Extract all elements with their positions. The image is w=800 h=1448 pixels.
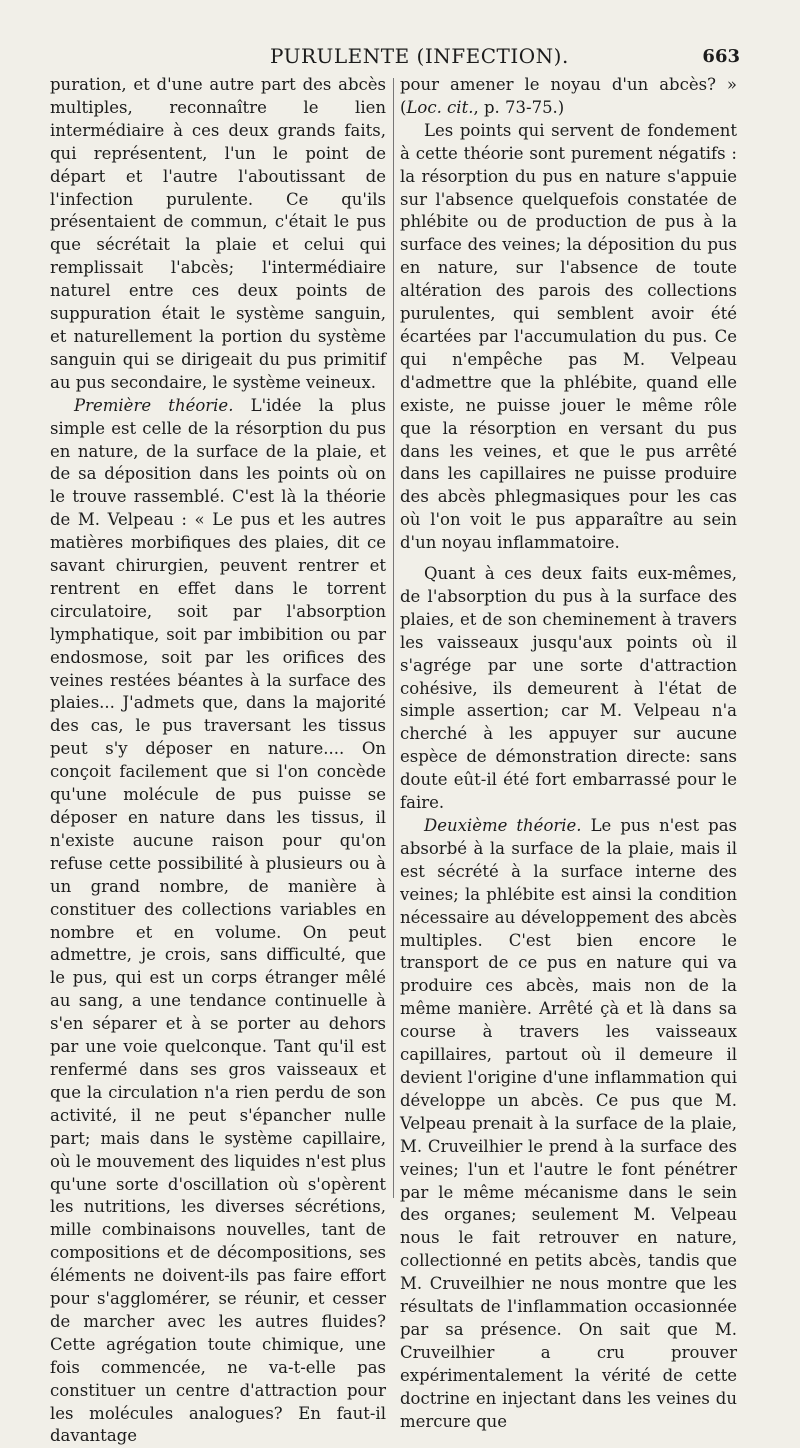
paragraph-premiere-theorie — [50, 395, 386, 1448]
paragraph-deux-faits: Quant à ces deux faits eux-mêmes, de l'absorption du pus à la surface des plaies, et de son cheminement à travers les vaisseaux jusqu'aux points où il s'agrége par une sorte d'attraction cohésive, ils demeurent à l'état de simple assertion; car M. Velpeau n'a cherché à les appuyer sur aucune espèce de démonstration directe: sans doute eût-il été fort embarrassé pour le faire. — [400, 564, 737, 813]
column-divider — [393, 78, 394, 1198]
paragraph-text: pour amener le noyau d'un abcès? » ( — [400, 75, 737, 117]
paragraph-points-negatifs: Les points qui servent de fondement à cette théorie sont purement négatifs : la résorption du pus en nature s'appuie sur l'absence quelquefois constatée de phlébite ou de production de pus à la surface des veines; la déposition du pus en nature, sur l'absence de toute altération des parois des collections purulentes, qui semblent avoir été écartées par l'accumulation du pus. Ce qui n'empêche pas M. Velpeau d'admettre que la phlébite, quand elle existe, ne puisse jouer le même rôle que la résorption en versant du pus dans les veines, et que le pus arrêté dans les capillaires ne puisse produire des abcès phlegmasiques pour les cas où l'on voit le pus apparaître au sein d'un noyau inflammatoire. — [400, 120, 737, 553]
paragraph-gap — [400, 555, 737, 563]
page-number: 663 — [702, 46, 740, 67]
section-label-premiere-theorie: Première théorie. — [74, 395, 234, 415]
paragraph-text: Le pus n'est pas absorbé à la surface de la plaie, mais il est sécrété à la surface interne des veines; la phlébite est ainsi la condition nécessaire au développement des abcès multiples. C'est bien encore le transport de ce pus en nature qui va produire ces abcès, mais non de la même manière. Arrêté çà et là dans sa course à travers les vaisseaux capillaires, partout où il demeure il devient l'origine d'une inflammation qui développe un abcès. Ce pus que M. Velpeau prenait à la surface de la plaie, M. Cruveilhier le prend à la surface des veines; l'un et l'autre le font pénétrer par le même mécanisme dans le sein des organes; seulement M. Velpeau nous le fait retrouver en nature, collectionné en petits abcès, tandis que M. Cruveilhier ne nous montre que les résultats de l'inflammation occasionnée par sa présence. On sait que M. Cruveilhier a cru prouver expérimentalement la vérité de cette doctrine en injectant dans les veines du mercure que — [400, 816, 737, 1431]
citation: Loc. cit. — [406, 97, 474, 117]
paragraph-deuxieme-theorie — [400, 815, 737, 1433]
section-label-deuxieme-theorie: Deuxième théorie. — [424, 816, 582, 835]
running-header — [0, 44, 800, 72]
right-column — [400, 74, 737, 1431]
paragraph-quote-end — [400, 74, 737, 120]
left-column — [50, 74, 386, 1446]
citation-pages: , p. 73-75.) — [473, 97, 565, 117]
running-title: PURULENTE (INFECTION). — [270, 44, 569, 68]
paragraph-continuation: puration, et d'une autre part des abcès multiples, reconnaître le lien intermédiaire à ces deux grands faits, qui représentent, l'un le point de départ et l'autre l'aboutissant de l'infection purulente. Ce qu'ils présentaient de commun, c'était le pus que sécrétait la plaie et celui qui remplissait l'abcès; l'intermédiaire naturel entre ces deux points de suppuration était le système sanguin, et naturellement la portion du système sanguin qui se dirigeait du pus primitif au pus secondaire, le système veineux. — [50, 75, 386, 392]
paragraph-text: L'idée la plus simple est celle de la résorption du pus en nature, de la surface de la plaie, et de sa déposition dans les points où on le trouve rassemblé. C'est là la théorie de M. Velpeau : « Le pus et les autres matières morbifiques des plaies, dit ce savant chirurgien, peuvent rentrer et rentrent en effet dans le torrent circulatoire, soit par l'absorption lymphatique, soit par imbibition ou par endosmose, soit par les orifices des veines restées béantes à la surface des plaies... J'admets que, dans la majorité des cas, le pus traversant les tissus peut s'y déposer en nature.... On conçoit facilement que si l'on concède qu'une molécule de pus puisse se déposer en nature dans les tissus, il n'existe aucune raison pour qu'on refuse cette possibilité à plusieurs ou à un grand nombre, de manière à constituer des collections variables en nombre et en volume. On peut admettre, je crois, sans difficulté, que le pus, qui est un corps étranger mêlé au sang, a une tendance continuelle à s'en séparer et à se porter au dehors par une voie quelconque. Tant qu'il est renfermé dans ses gros vaisseaux et que la circulation n'a rien perdu de son activité, il ne peut s'épancher nulle part; mais dans le système capillaire, où le mouvement des liquides n'est plus qu'une sorte d'oscillation où s'opèrent les nutritions, les diverses sécrétions, mille combinaisons nouvelles, tant de compositions et de décompositions, ses éléments ne doivent-ils pas faire effort pour s'agglomérer, se réunir, et cesser de marcher avec les autres fluides? Cette agrégation toute chimique, une fois commencée, ne va-t-elle pas constituer un centre d'attraction pour les molécules analogues? En faut-il davantage — [50, 395, 386, 1446]
